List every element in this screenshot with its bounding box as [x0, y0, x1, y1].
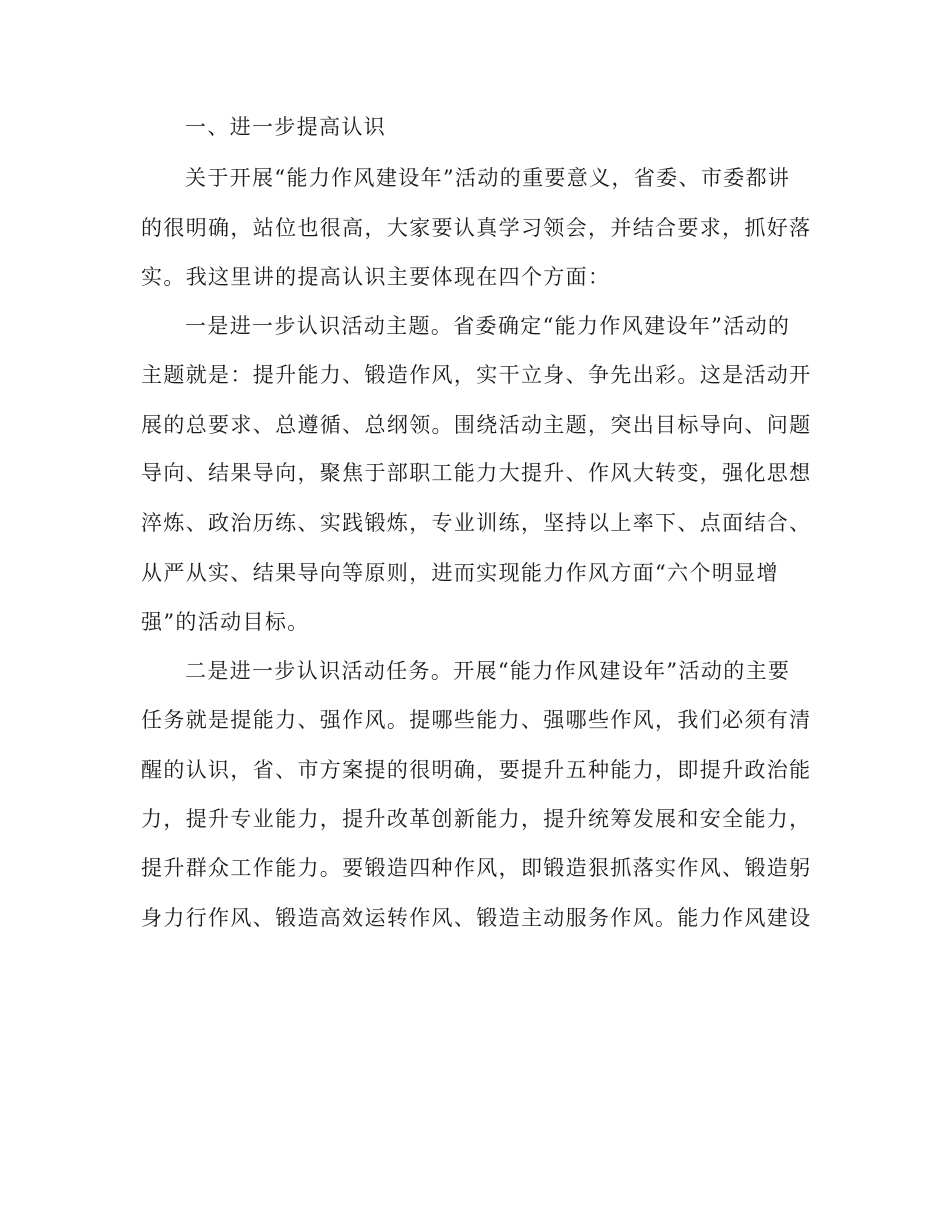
paragraph-line: 的很明确，站位也很高，大家要认真学习领会，并结合要求，抓好落: [141, 216, 812, 240]
paragraph-line: 一是进一步认识活动主题。省委确定“能力作风建设年”活动的: [185, 314, 791, 338]
paragraph-line: 身力行作风、锻造高效运转作风、锻造主动服务作风。能力作风建设: [141, 906, 812, 930]
paragraph-line: 关于开展“能力作风建设年”活动的重要意义，省委、市委都讲: [185, 166, 791, 190]
paragraph-line: 醒的认识，省、市方案提的很明确，要提升五种能力，即提升政治能: [141, 758, 812, 782]
paragraph-line: 主题就是：提升能力、锻造作风，实干立身、争先出彩。这是活动开: [141, 363, 812, 387]
paragraph-line: 展的总要求、总遵循、总纲领。围绕活动主题，突出目标导向、问题: [141, 413, 812, 437]
paragraph-line: 任务就是提能力、强作风。提哪些能力、强哪些作风，我们必须有清: [141, 708, 812, 732]
paragraph-line: 从严从实、结果导向等原则，进而实现能力作风方面“六个明显增: [141, 561, 779, 585]
paragraph-line: 实。我这里讲的提高认识主要体现在四个方面：: [141, 265, 611, 289]
paragraph-line: 淬炼、政治历练、实践锻炼，专业训练，坚持以上率下、点面结合、: [141, 511, 812, 535]
paragraph-line: 二是进一步认识活动任务。开展“能力作风建设年”活动的主要: [185, 659, 791, 683]
paragraph-line: 导向、结果导向，聚焦于部职工能力大提升、作风大转变，强化思想: [141, 461, 812, 485]
paragraph-line: 强”的活动目标。: [141, 610, 310, 634]
section-heading: 一、进一步提高认识: [185, 115, 387, 139]
paragraph-line: 力，提升专业能力，提升改革创新能力，提升统筹发展和安全能力，: [141, 807, 812, 831]
paragraph-line: 提升群众工作能力。要锻造四种作风，即锻造狠抓落实作风、锻造躬: [141, 856, 812, 880]
